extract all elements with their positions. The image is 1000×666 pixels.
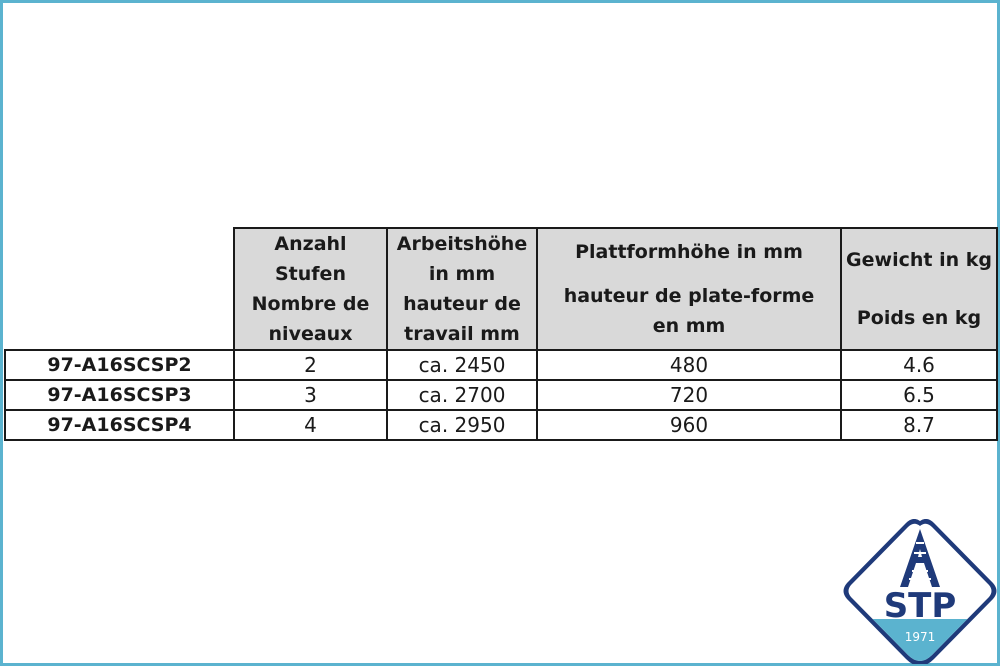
table-row xyxy=(5,380,997,410)
header-working-height-line-1: Arbeitshöhe xyxy=(396,233,528,255)
header-steps xyxy=(234,228,387,350)
header-platform-height-line-1: Plattformhöhe in mm xyxy=(575,241,803,263)
header-working-height-line-3: hauteur de xyxy=(403,293,521,315)
header-steps-line-2: Stufen xyxy=(275,263,346,285)
model-cell: 97-A16SCSP3 xyxy=(5,380,234,410)
header-platform-height-line-2: hauteur de plate-forme xyxy=(563,285,815,307)
header-steps-line-4: niveaux xyxy=(268,323,353,345)
steps-cell: 3 xyxy=(234,380,387,410)
logo-year: 1971 xyxy=(904,630,936,644)
weight-cell: 4.6 xyxy=(841,350,997,380)
platform-height-cell: 480 xyxy=(537,350,841,380)
model-cell: 97-A16SCSP4 xyxy=(5,410,234,440)
header-working-height-line-4: travail mm xyxy=(404,323,520,345)
header-steps-line-1: Anzahl xyxy=(274,233,347,255)
table-row xyxy=(5,410,997,440)
working-height-cell: ca. 2700 xyxy=(387,380,537,410)
table-row xyxy=(5,350,997,380)
header-steps-line-3: Nombre de xyxy=(251,293,370,315)
table-header-row xyxy=(5,228,997,350)
platform-height-cell: 720 xyxy=(537,380,841,410)
stp-logo xyxy=(842,519,998,664)
header-platform-height-line-3: en mm xyxy=(652,315,726,337)
weight-cell: 8.7 xyxy=(841,410,997,440)
steps-cell: 4 xyxy=(234,410,387,440)
header-platform-height xyxy=(537,228,841,350)
header-working-height xyxy=(387,228,537,350)
logo-letters: STP xyxy=(883,586,957,626)
header-weight-line-2: Poids en kg xyxy=(856,307,982,329)
working-height-cell: ca. 2950 xyxy=(387,410,537,440)
model-cell: 97-A16SCSP2 xyxy=(5,350,234,380)
header-empty-cell xyxy=(5,228,234,350)
spec-table xyxy=(4,227,998,441)
weight-cell: 6.5 xyxy=(841,380,997,410)
steps-cell: 2 xyxy=(234,350,387,380)
header-weight-line-1: Gewicht in kg xyxy=(846,249,992,271)
working-height-cell: ca. 2450 xyxy=(387,350,537,380)
platform-height-cell: 960 xyxy=(537,410,841,440)
header-working-height-line-2: in mm xyxy=(428,263,496,285)
header-weight xyxy=(841,228,997,350)
